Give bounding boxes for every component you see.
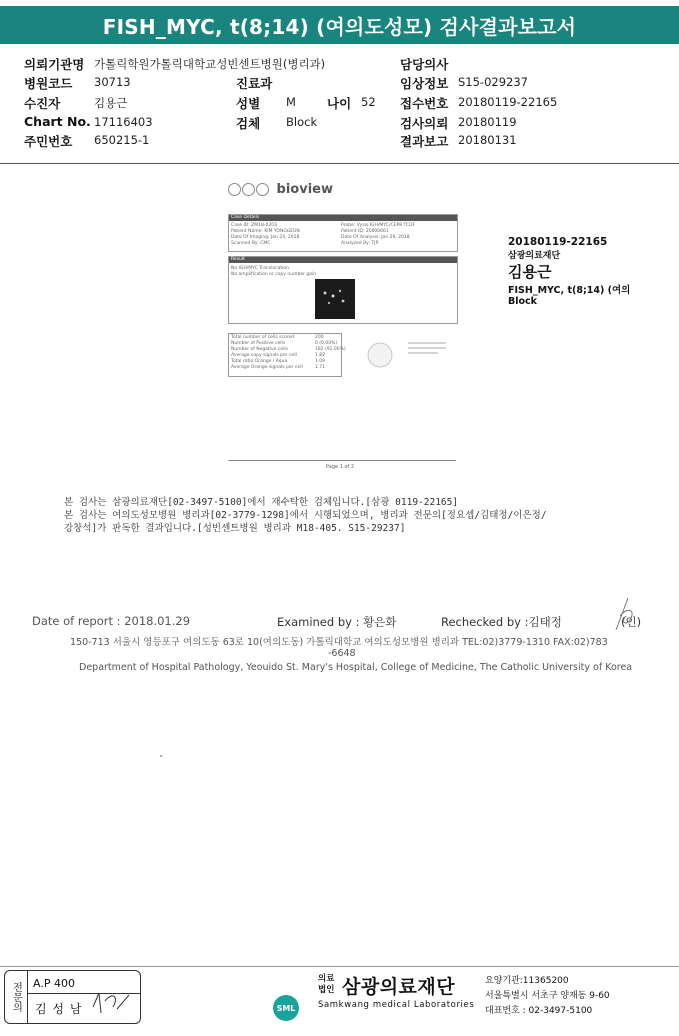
resident-no-value: 650215-1 [94, 133, 150, 147]
case-right-3: Analyzed By: TJR [341, 241, 379, 246]
department-line: Department of Hospital Pathology, Yeouido St. Mary's Hospital, College of Medicine, The Catholic University of Korea [79, 662, 633, 673]
result-box [228, 256, 458, 324]
age-value: 52 [361, 95, 376, 109]
stat-value-0: 200 [315, 335, 324, 340]
result-title: Result [229, 257, 457, 263]
resident-no-label: 주민번호 [24, 134, 73, 149]
specimen-label: 검체 [236, 116, 261, 131]
report-date-label: 결과보고 [400, 134, 449, 149]
case-right-0: Probe: Vysis IGH/MYC/CEP8 TCDF [341, 223, 416, 228]
stat-label-5: Average Orange signals per cell [231, 365, 303, 370]
patient-value: 김용근 [94, 96, 128, 110]
case-left-3: Scanned By: CMC [231, 241, 271, 246]
footer-phone: 대표번호 : 02-3497-5100 [485, 1006, 593, 1016]
note-line-0: 본 검사는 삼광의료재단[02-3497-5100]에서 재수탁한 검체입니다.[삼광 0119-22165] [64, 497, 459, 508]
hospital-code-value: 30713 [94, 75, 131, 89]
receipt-no-label: 접수번호 [400, 96, 449, 111]
date-of-report: Date of report : 2018.01.29 [32, 614, 191, 628]
stat-label-2: Number of Negative cells [231, 347, 288, 352]
sex-value: M [286, 95, 296, 109]
receipt-no-value: 20180119-22165 [458, 95, 558, 109]
result-line-0: No IGH/MYC Translocation [231, 266, 289, 271]
scan-page-divider [228, 460, 456, 461]
patient-label: 수진자 [24, 96, 61, 111]
address-line-1: 150-713 서울시 영등포구 여의도동 63로 10(여의도동) 가톨릭대학교 여의도성모병원 병리과 TEL:02)3779-1310 FAX:02)783 [70, 637, 608, 648]
fish-signals-icon [315, 279, 355, 319]
scan-page-label: Page 1 of 2 [326, 464, 355, 470]
stat-value-1: 0 (0.00%) [315, 341, 338, 346]
request-date-value: 20180119 [458, 115, 517, 129]
sticker-org: 삼광의료재단 [508, 251, 561, 261]
case-right-1: Patient ID: 20000661 [341, 229, 389, 234]
sticker-specimen: Block [508, 296, 537, 307]
report-title-bar [0, 6, 679, 44]
seal-mark: (인) [621, 615, 642, 629]
specimen-sticker [508, 236, 638, 307]
sticker-test: FISH_MYC, t(8;14) (여의 [508, 285, 631, 296]
stamp-side-label: 전문의 [5, 971, 28, 1023]
brand-english: Samkwang medical Laboratories [318, 1000, 475, 1010]
doctor-label: 담당의사 [400, 57, 449, 72]
sex-label: 성별 [236, 96, 261, 111]
requester-label: 의뢰기관명 [24, 57, 85, 72]
case-details-title: Case Details [229, 215, 457, 221]
stat-label-3: Average copy signals per cell [231, 353, 297, 358]
request-date-label: 검사의뢰 [400, 116, 449, 131]
footer-address: 서울특별시 서초구 양재동 9-60 [485, 991, 610, 1001]
stats-table [228, 333, 346, 377]
stat-value-5: 1.71 [315, 365, 326, 370]
stamp-signature [89, 987, 137, 1019]
hospital-code-label: 병원코드 [24, 76, 73, 91]
note-line-1: 본 검사는 여의도성모병원 병리과[02-3779-1298]에서 시행되었으며, 병리과 전문의[정요셉/김태정/이은정/ [64, 510, 547, 521]
case-left-0: Case ID: ZM18-0203 [231, 223, 277, 228]
stat-value-3: 1.82 [315, 353, 326, 358]
sticker-name: 김용근 [508, 263, 552, 281]
result-line-1: No amplification or copy number gain [231, 272, 317, 277]
stat-label-0: Total number of cells scored [231, 335, 295, 340]
patient-info-header [0, 44, 679, 164]
age-label: 나이 [327, 96, 352, 111]
fish-cell-image [315, 279, 355, 319]
sticker-number: 20180119-22165 [508, 236, 608, 248]
department-label: 진료과 [236, 76, 273, 91]
chart-no-value: 17116403 [94, 115, 153, 129]
case-left-1: Patient Name: KIM YONGGEUN [231, 229, 300, 234]
address-line-2: -6648 [328, 648, 356, 659]
report-date-value: 20180131 [458, 133, 517, 147]
case-right-2: Date Of Analysis: Jan 29, 2018 [341, 235, 410, 240]
note-line-2: 강창석]가 판독한 결과입니다.[성빈센트병원 병리과 M18-405. S15-29237] [64, 523, 406, 534]
corp-type: 의료 법인 [318, 974, 335, 995]
signature-scribble [606, 592, 646, 634]
header-divider [0, 163, 679, 164]
specimen-value: Block [286, 115, 318, 129]
rechecked-by: Rechecked by :김태정 [441, 615, 562, 629]
stamp-name: 김 성 남 [35, 1002, 83, 1016]
stat-label-1: Number of Positive cells [231, 341, 286, 346]
signal-distribution-graphic [366, 337, 456, 373]
stat-value-4: 1.09 [315, 359, 326, 364]
examined-by: Examined by : 황은화 [277, 615, 397, 629]
specialist-stamp [4, 970, 141, 1024]
brand-korean: 삼광의료재단 [342, 976, 456, 998]
scan-dust [160, 755, 162, 757]
clinical-info-label: 임상정보 [400, 76, 449, 91]
case-details-box [228, 214, 458, 252]
requester-value: 가톨릭학원가톨릭대학교성빈센트병원(병리과) [94, 57, 326, 71]
stat-label-4: Total ratio Orange / Aqua [231, 359, 288, 364]
report-title: FISH_MYC, t(8;14) (여의도성모) 검사결과보고서 [102, 14, 577, 39]
stat-value-2: 182 (91.00%) [315, 347, 346, 352]
bioview-logo: bioview [228, 182, 333, 197]
chart-no-label: Chart No. [24, 114, 91, 129]
stamp-code: A.P 400 [33, 977, 75, 990]
sml-logo-icon: SML [273, 995, 299, 1021]
case-left-2: Date Of Imaging: Jan 24, 2018 [231, 235, 300, 240]
clinical-info-value: S15-029237 [458, 75, 528, 89]
facility-code: 요양기관:11365200 [485, 976, 569, 986]
